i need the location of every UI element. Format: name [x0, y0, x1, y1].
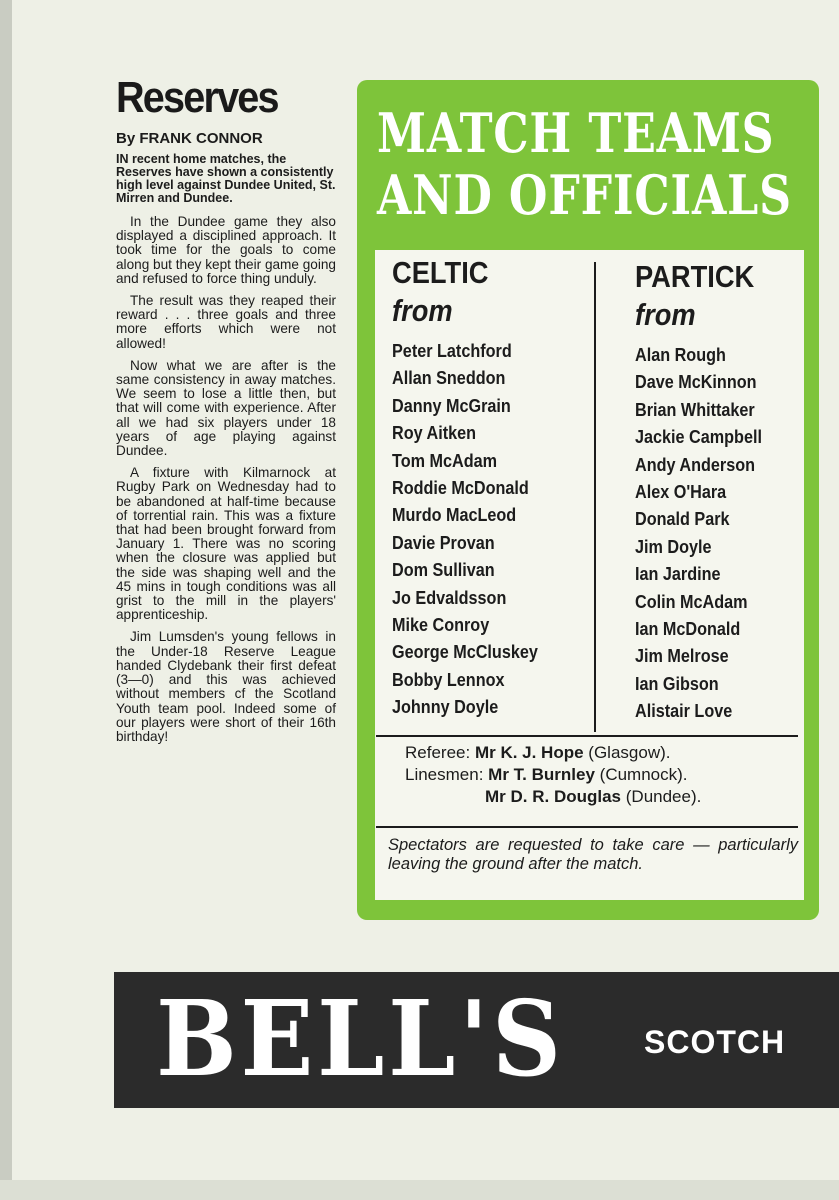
player-name: Jim Doyle	[635, 536, 712, 557]
referee-name: Mr K. J. Hope	[474, 743, 584, 762]
player-name: Colin McAdam	[635, 591, 748, 612]
player-name: Bobby Lennox	[392, 669, 505, 690]
player-name: Ian Gibson	[635, 673, 719, 694]
player-name: Dave McKinnon	[635, 372, 757, 393]
player-name: Jo Edvaldsson	[392, 587, 507, 608]
player-name: Ian McDonald	[635, 619, 741, 640]
article-paragraph: Now what we are after is the same consistency in away matches. We seem to lose a little then, but that will come with experience. After all we had six players under 18 years of age playing against Dundee.	[116, 357, 336, 459]
brand-subtitle: SCOTCH	[644, 1024, 786, 1060]
panel-title	[377, 101, 792, 227]
team-name: PARTICK	[635, 259, 755, 294]
player-name: Jackie Campbell	[635, 427, 762, 448]
linesman-row	[405, 764, 805, 786]
team-partick	[635, 260, 776, 726]
reserves-article	[116, 70, 336, 752]
player-name: Alistair Love	[635, 701, 733, 722]
brand-logo-text: BELL'S	[156, 977, 565, 1100]
player-name: Roy Aitken	[392, 423, 477, 444]
article-paragraph: In the Dundee game they also displayed a disciplined approach. It took time for the goals to come along but they kept their game going and refused to force thing unduly.	[116, 214, 336, 286]
rule-bottom	[376, 826, 798, 828]
player-name: Ian Jardine	[635, 564, 721, 585]
rule-top	[376, 735, 798, 737]
player-name: Brian Whittaker	[635, 399, 755, 420]
article-paragraph: The result was they reaped their reward . . . three goals and three more efforts which were not allowed!	[116, 293, 336, 351]
player-name: Alan Rough	[635, 345, 726, 365]
linesman-name: Mr D. R. Douglas	[485, 787, 622, 806]
team-divider	[594, 262, 596, 732]
referee-label: Referee:	[405, 743, 471, 762]
player-name: Mike Conroy	[392, 615, 490, 636]
team-from: from	[635, 297, 696, 332]
player-name: Davie Provan	[392, 532, 495, 553]
player-name: Johnny Doyle	[392, 697, 499, 718]
article-title: Reserves	[116, 73, 278, 122]
player-name: Allan Sneddon	[392, 368, 506, 389]
spectator-notice: Spectators are requested to take care — particularly leaving the ground after the match.	[388, 836, 798, 873]
officials	[405, 742, 805, 808]
referee-place: (Glasgow).	[588, 743, 671, 762]
player-name: Alex O'Hara	[635, 482, 727, 503]
article-lead: IN recent home matches, the Reserves have shown a consistently high level against Dundee United, St. Mirren and Dundee.	[116, 152, 336, 205]
linesman-name: Mr T. Burnley	[488, 765, 595, 784]
player-name: Peter Latchford	[392, 341, 512, 361]
team-from: from	[392, 293, 453, 328]
linesman-row	[405, 786, 805, 808]
panel-title-line2: AND OFFICIALS	[377, 163, 792, 227]
player-list	[635, 342, 776, 726]
team-name: CELTIC	[392, 255, 489, 290]
bells-advert	[114, 972, 839, 1108]
player-name: Murdo MacLeod	[392, 505, 517, 526]
linesman-place: (Dundee).	[625, 787, 702, 806]
player-name: Andy Anderson	[635, 454, 756, 475]
player-list	[392, 338, 554, 722]
team-celtic	[392, 256, 554, 722]
player-name: Danny McGrain	[392, 395, 511, 416]
article-paragraph: A fixture with Kilmarnock at Rugby Park on Wednesday had to be abandoned at half-time because of torrential rain. This was a fixture that had been brought forward from January 1. There was no scoring when the closure was applied but the side was shaping well and the 45 mins in tough conditions was all grist to the mill in the players' apprenticeship.	[116, 465, 336, 623]
player-name: George McCluskey	[392, 642, 538, 663]
player-name: Roddie McDonald	[392, 478, 529, 499]
linesman-place: (Cumnock).	[599, 765, 688, 784]
linesmen-label: Linesmen:	[405, 765, 484, 784]
panel-title-line1: MATCH TEAMS	[377, 101, 775, 165]
page-edge	[0, 0, 12, 1200]
player-name: Dom Sullivan	[392, 560, 495, 581]
player-name: Jim Melrose	[635, 646, 729, 667]
article-paragraph: Jim Lumsden's young fellows in the Under-18 Reserve League handed Clydebank their first defeat (3—0) and this was achieved without members cf the Scotland Youth team pool. Indeed some of our players were short of their 16th birthday!	[116, 629, 336, 744]
player-name: Donald Park	[635, 509, 730, 530]
referee-row	[405, 742, 805, 764]
article-byline: By FRANK CONNOR	[116, 130, 263, 147]
player-name: Tom McAdam	[392, 450, 498, 471]
page-edge-bottom	[0, 1180, 839, 1200]
